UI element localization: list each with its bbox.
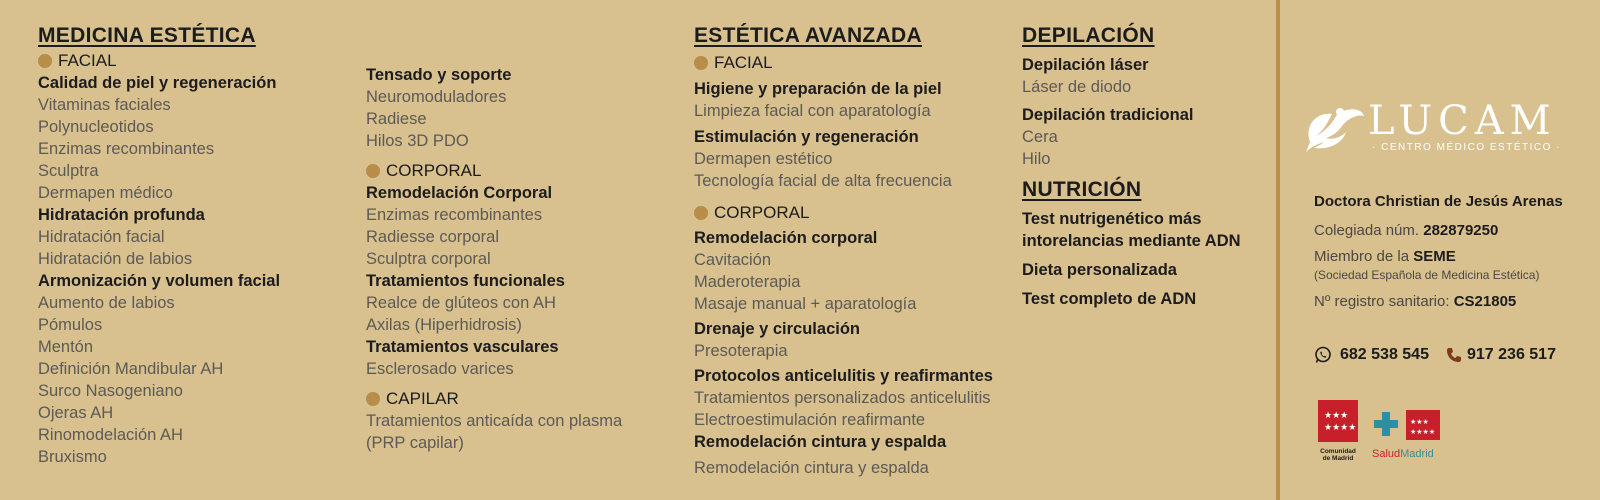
bullet-dot-icon [366, 164, 380, 178]
list-item: Presoterapia [694, 342, 788, 360]
svg-text:★★★★: ★★★★ [1324, 423, 1357, 433]
list-item: Masaje manual + aparatología [694, 295, 917, 313]
registro-number: CS21805 [1453, 293, 1517, 310]
section-corporal: CORPORAL [694, 202, 993, 224]
registro-line [1314, 293, 1516, 310]
list-item: Rinomodelación AH [38, 426, 183, 444]
miembro-org: SEME [1413, 248, 1456, 265]
colegiada-number: 282879250 [1423, 222, 1499, 239]
comunidad-madrid-logo [1318, 400, 1358, 462]
nutrition-item: Dieta personalizada [1022, 261, 1177, 279]
list-item: Dermapen médico [38, 184, 173, 202]
bullet-dot-icon [694, 56, 708, 70]
list-item: Aumento de labios [38, 294, 175, 312]
miembro-label: Miembro de la [1314, 248, 1410, 265]
column-medicina-estetica [38, 24, 280, 468]
phone-whatsapp[interactable] [1314, 346, 1429, 364]
list-item: Dermapen estético [694, 150, 833, 168]
colegiada-line [1314, 222, 1498, 239]
doctor-name: Doctora Christian de Jesús Arenas [1314, 193, 1563, 210]
list-item: Hidratación facial [38, 228, 165, 246]
registro-label: Nº registro sanitario: [1314, 293, 1450, 310]
list-item: Cera [1022, 128, 1058, 146]
comunidad-label-1: Comunidad [1320, 448, 1356, 455]
section-facial: FACIAL [38, 50, 280, 72]
list-item: Definición Mandibular AH [38, 360, 224, 378]
svg-text:★★★★: ★★★★ [1410, 428, 1436, 436]
group-title: Remodelación corporal [694, 229, 878, 247]
group-title: Remodelación cintura y espalda [694, 433, 947, 451]
group-title: Calidad de piel y regeneración [38, 74, 277, 92]
butterfly-icon [1302, 102, 1366, 154]
list-item: Surco Nasogeniano [38, 382, 183, 400]
list-item: Mentón [38, 338, 94, 356]
bullet-dot-icon [366, 392, 380, 406]
brand-tagline: · CENTRO MÉDICO ESTÉTICO · [1372, 142, 1561, 153]
group-title: Tratamientos vasculares [366, 338, 559, 356]
svg-text:★★★: ★★★ [1410, 418, 1429, 426]
list-item: Realce de glúteos con AH [366, 294, 556, 312]
miembro-line [1314, 248, 1456, 265]
list-item: Tecnología facial de alta frecuencia [694, 172, 952, 190]
bullet-dot-icon [38, 54, 52, 68]
list-item: Bruxismo [38, 448, 107, 466]
colegiada-label: Colegiada núm. [1314, 222, 1420, 239]
brand-name: LUCAM [1368, 98, 1557, 144]
bullet-dot-icon [694, 206, 708, 220]
list-item: Maderoterapia [694, 273, 801, 291]
group-title: Hidratación profunda [38, 206, 205, 224]
group-title: Estimulación y regeneración [694, 128, 919, 146]
salud-madrid-logo [1372, 408, 1442, 458]
list-item: Limpieza facial con aparatología [694, 102, 931, 120]
column-estetica-avanzada [694, 24, 993, 479]
list-item: Remodelación cintura y espalda [694, 459, 929, 477]
list-item: Esclerosado varices [366, 360, 514, 378]
salud-madrid-icon [1372, 408, 1442, 442]
whatsapp-icon [1314, 346, 1332, 364]
group-title: Armonización y volumen facial [38, 272, 281, 290]
group-title: Depilación tradicional [1022, 106, 1194, 124]
heading-nutricion: NUTRICIÓN [1022, 178, 1142, 201]
salud-madrid-label: SaludMadrid [1372, 448, 1434, 460]
nutrition-item: intorelancias mediante ADN [1022, 232, 1241, 250]
list-item: Pómulos [38, 316, 103, 334]
list-item: Enzimas recombinantes [38, 140, 215, 158]
comunidad-madrid-flag-icon [1318, 400, 1358, 442]
miembro-full: (Sociedad Española de Medicina Estética) [1314, 268, 1540, 282]
group-title: Remodelación Corporal [366, 184, 553, 202]
phone-landline[interactable] [1446, 346, 1556, 364]
nutrition-item: Test completo de ADN [1022, 290, 1197, 308]
phone-number-landline: 917 236 517 [1467, 346, 1556, 363]
phone-icon [1446, 347, 1462, 363]
column-depilacion-nutricion [1022, 24, 1241, 310]
group-title: Protocolos anticelulitis y reafirmantes [694, 367, 993, 385]
list-item: Radiesse corporal [366, 228, 499, 246]
section-facial: FACIAL [694, 52, 993, 74]
group-title: Higiene y preparación de la piel [694, 80, 942, 98]
heading-medicina-estetica: MEDICINA ESTÉTICA [38, 24, 256, 47]
group-title: Tensado y soporte [366, 66, 512, 84]
heading-estetica-avanzada: ESTÉTICA AVANZADA [694, 24, 922, 47]
svg-text:★★★: ★★★ [1324, 411, 1349, 421]
list-item: Axilas (Hiperhidrosis) [366, 316, 522, 334]
nutrition-item: Test nutrigenético más [1022, 210, 1202, 228]
phone-number-mobile: 682 538 545 [1340, 346, 1429, 363]
list-item: Hilos 3D PDO [366, 132, 469, 150]
list-item: Cavitación [694, 251, 772, 269]
heading-depilacion: DEPILACIÓN [1022, 24, 1155, 47]
list-item: Polynucleotidos [38, 118, 154, 136]
list-item: Láser de diodo [1022, 78, 1132, 96]
list-item: Neuromoduladores [366, 88, 507, 106]
brand-logo [1302, 98, 1582, 158]
list-item: Hilo [1022, 150, 1051, 168]
list-item: Ojeras AH [38, 404, 114, 422]
list-item: Enzimas recombinantes [366, 206, 543, 224]
list-item: Sculptra corporal [366, 250, 491, 268]
list-item: Tratamientos personalizados anticelulitis [694, 389, 991, 407]
list-item: Vitaminas faciales [38, 96, 171, 114]
section-capilar: CAPILAR [366, 388, 622, 410]
comunidad-label-2: de Madrid [1322, 455, 1354, 462]
list-item: Electroestimulación reafirmante [694, 411, 926, 429]
list-item: Tratamientos anticaída con plasma [366, 412, 623, 430]
list-item: (PRP capilar) [366, 434, 464, 452]
list-item: Hidratación de labios [38, 250, 193, 268]
group-title: Depilación láser [1022, 56, 1149, 74]
section-corporal: CORPORAL [366, 160, 622, 182]
group-title: Drenaje y circulación [694, 320, 860, 338]
list-item: Sculptra [38, 162, 99, 180]
column-medicina-continued [366, 64, 622, 454]
list-item: Radiese [366, 110, 427, 128]
group-title: Tratamientos funcionales [366, 272, 565, 290]
vertical-divider [1276, 0, 1280, 500]
